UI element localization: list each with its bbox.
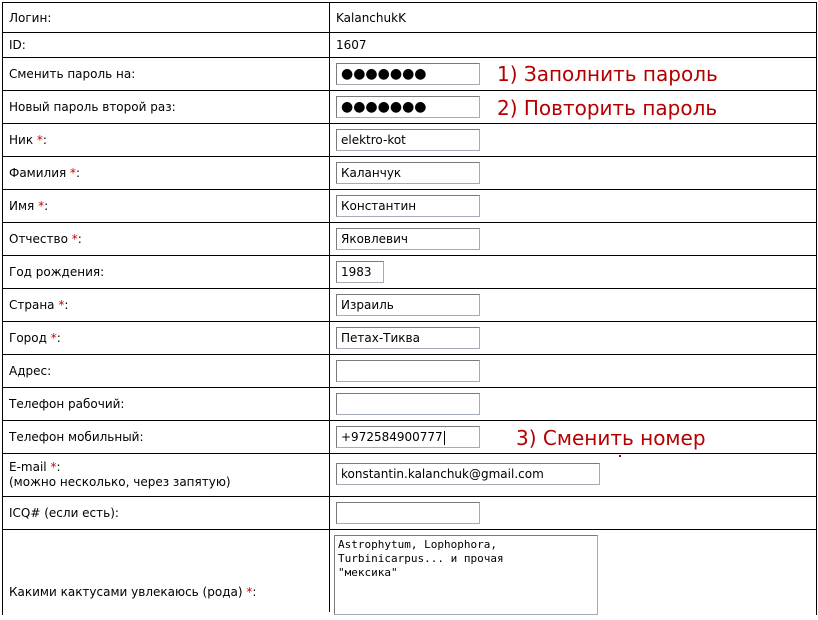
row-surname (2, 157, 817, 190)
required-asterisk: * (70, 166, 77, 180)
new-password-input[interactable]: ●●●●●●● (336, 63, 480, 85)
work-phone-label: Телефон рабочий: (9, 397, 125, 411)
row-address (2, 355, 817, 388)
row-country (2, 289, 817, 322)
row-icq (2, 497, 817, 530)
label-colon: : (56, 460, 61, 474)
row-birth-year (2, 256, 817, 289)
birth-year-input[interactable]: 1983 (336, 261, 384, 283)
annotation-step2: 2) Повторить пароль (497, 96, 718, 120)
row-city (2, 322, 817, 355)
email-label-text: E-mail (9, 460, 51, 474)
cacti-label-text: Какими кактусами увлекаюсь (рода) (9, 585, 247, 599)
id-label: ID: (9, 38, 26, 52)
name-label (9, 199, 48, 213)
mobile-phone-value: +972584900777 (341, 430, 443, 444)
annotation-mark (619, 455, 621, 457)
mobile-phone-label: Телефон мобильный: (9, 430, 144, 444)
city-label (9, 331, 61, 345)
mobile-phone-input[interactable] (336, 426, 480, 448)
row-login (2, 2, 817, 33)
city-input[interactable]: Петах-Тиква (336, 327, 480, 349)
surname-label-text: Фамилия (9, 166, 71, 180)
nick-label (9, 133, 47, 147)
required-asterisk: * (36, 133, 43, 147)
email-input[interactable]: konstantin.kalanchuk@gmail.com (336, 463, 600, 485)
row-email (2, 454, 817, 497)
icq-label: ICQ# (если есть): (9, 506, 119, 520)
required-asterisk: * (50, 460, 57, 474)
label-colon: : (56, 331, 61, 345)
icq-input[interactable] (336, 502, 480, 524)
repeat-password-input[interactable]: ●●●●●●● (336, 96, 480, 118)
login-value: KalanchukK (336, 11, 406, 25)
row-nick (2, 124, 817, 157)
required-asterisk: * (246, 585, 253, 599)
required-asterisk: * (38, 199, 45, 213)
cacti-label (9, 585, 256, 599)
label-colon: : (64, 298, 69, 312)
email-label (9, 460, 60, 474)
label-colon: : (252, 585, 257, 599)
repeat-password-label: Новый пароль второй раз: (9, 100, 176, 114)
name-label-text: Имя (9, 199, 39, 213)
cacti-textarea[interactable]: Astrophytum, Lophophora, Turbinicarpus... и прочая "мексика" (334, 535, 598, 615)
address-input[interactable] (336, 360, 480, 382)
patronymic-input[interactable]: Яковлевич (336, 228, 480, 250)
row-id (2, 33, 817, 58)
country-label (9, 298, 68, 312)
nick-input[interactable]: elektro-kot (336, 129, 480, 151)
label-colon: : (76, 166, 81, 180)
label-colon: : (77, 232, 82, 246)
email-hint: (можно несколько, через запятую) (9, 475, 231, 489)
nick-label-text: Ник (9, 133, 37, 147)
annotation-step1: 1) Заполнить пароль (497, 62, 718, 86)
surname-input[interactable]: Каланчук (336, 162, 480, 184)
address-label: Адрес: (9, 364, 52, 378)
id-value: 1607 (336, 38, 367, 52)
row-name (2, 190, 817, 223)
required-asterisk: * (58, 298, 65, 312)
work-phone-input[interactable] (336, 393, 480, 415)
patronymic-label-text: Отчество (9, 232, 72, 246)
country-label-text: Страна (9, 298, 59, 312)
required-asterisk: * (71, 232, 78, 246)
city-label-text: Город (9, 331, 51, 345)
row-patronymic (2, 223, 817, 256)
birth-year-label: Год рождения: (9, 265, 105, 279)
country-input[interactable]: Израиль (336, 294, 480, 316)
required-asterisk: * (50, 331, 57, 345)
name-input[interactable]: Константин (336, 195, 480, 217)
surname-label (9, 166, 80, 180)
annotation-step3: 3) Сменить номер (516, 426, 706, 450)
login-label: Логин: (9, 11, 52, 25)
label-colon: : (42, 133, 47, 147)
change-password-label: Сменить пароль на: (9, 67, 136, 81)
row-work-phone (2, 388, 817, 421)
text-caret (444, 431, 445, 445)
patronymic-label (9, 232, 82, 246)
label-colon: : (44, 199, 49, 213)
